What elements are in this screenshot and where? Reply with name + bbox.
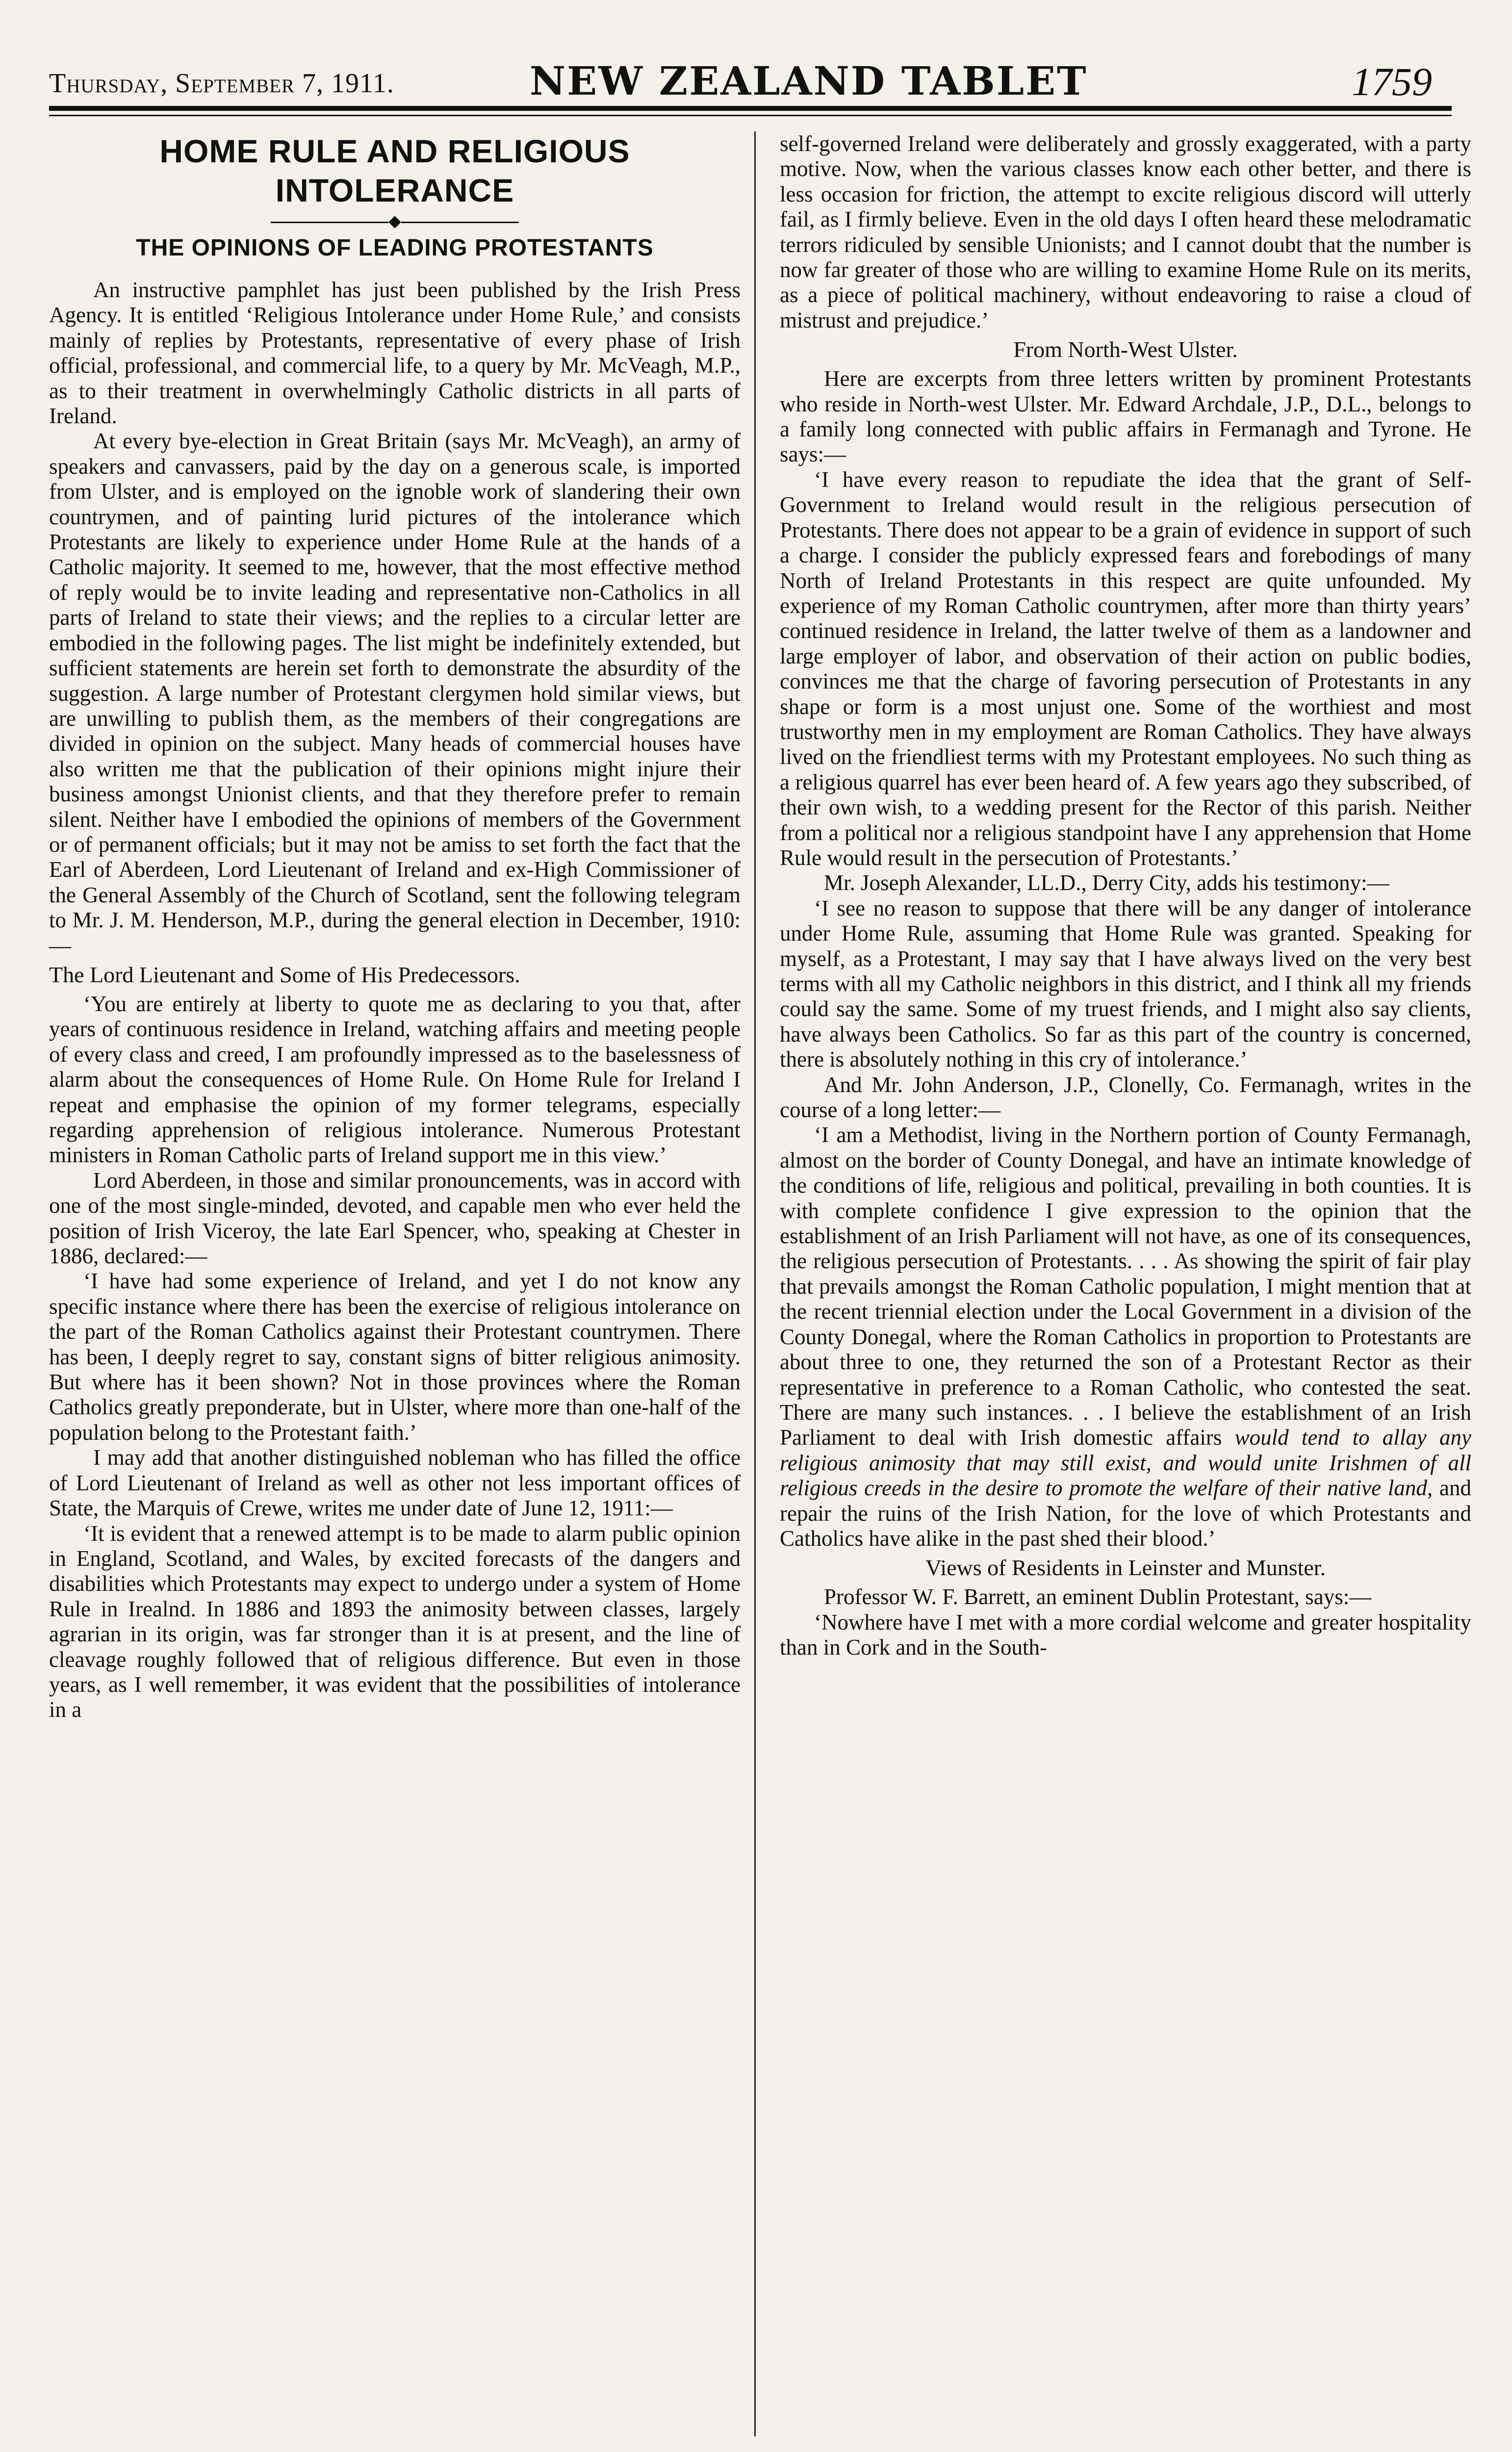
- article-subtitle: THE OPINIONS OF LEADING PROTESTANTS: [136, 235, 654, 261]
- section-subhead: The Lord Lieutenant and Some of His Predecessors.: [49, 962, 520, 987]
- header-rule-thin: [49, 115, 1452, 116]
- paragraph: Here are excerpts from three letters written by prominent Protestants who reside in North-west Ulster. Mr. Edward Archdale, J.P., D.L., belongs to a family long connected with public affairs in Fermanagh and Tyrone. He says:—: [780, 366, 1471, 467]
- paragraph: An instructive pamphlet has just been published by the Irish Press Agency. It is entitled ‘Religious Intolerance under Home Rule,’ and consists mainly of replies by Protestants, representative of every phase of Irish official, professional, and commercial life, to a query by Mr. McVeagh, M.P., as to their treatment in overwhelmingly Catholic districts in all parts of Ireland.: [49, 278, 741, 429]
- left-column: [49, 131, 741, 1723]
- paragraph: And Mr. John Anderson, J.P., Clonelly, Co. Fermanagh, writes in the course of a long letter:—: [780, 1072, 1471, 1123]
- paragraph: At every bye-election in Great Britain (says Mr. McVeagh), an army of speakers and canvassers, paid by the day on a generous scale, is imported from Ulster, and is employed on the ignoble work of slandering their own countrymen, and of painting lurid pictures of the intolerance which Protestants are likely to experience under Home Rule at the hands of a Catholic majority. It seemed to me, however, that the most effective method of reply would be to invite leading and representative non-Catholics in all parts of Ireland to state their views; and the replies to a circular letter are embodied in the following pages. The list might be indefinitely extended, but sufficient statements are herein set forth to demonstrate the absurdity of the suggestion. A large number of Protestant clergymen hold similar views, but are unwilling to publish them, as the members of their congregations are divided in opinion on the subject. Many heads of commercial houses have also written me that the publication of their opinions might injure their business amongst Unionist clients, and that they therefore prefer to remain silent. Neither have I embodied the opinions of members of the Government or of permanent officials; but it may not be amiss to set forth the fact that the Earl of Aberdeen, Lord Lieutenant of Ireland and ex-High Commissioner of the General Assembly of the Church of Scotland, sent the following telegram to Mr. J. M. Henderson, M.P., during the general election in December, 1910:—: [49, 429, 741, 958]
- right-column: [780, 131, 1471, 1660]
- quote-paragraph: [780, 1123, 1471, 1551]
- article-title: HOME RULE AND RELIGIOUS INTOLERANCE: [159, 133, 630, 208]
- quote-paragraph: ‘You are entirely at liberty to quote me as declaring to you that, after years of continuous residence in Ireland, watching affairs and meeting people of every class and creed, I am profoundly impressed as to the baselessness of alarm about the consequences of Home Rule. On Home Rule for Ireland I repeat and emphasise the opinion of my former telegrams, especially regarding apprehension of religious intolerance. Numerous Protestant ministers in Roman Catholic parts of Ireland support me in this view.’: [49, 991, 741, 1168]
- paragraph: Lord Aberdeen, in those and similar pronouncements, was in accord with one of the most single-minded, devoted, and capable men who ever held the position of Irish Viceroy, the late Earl Spencer, who, speaking at Chester in 1886, declared:—: [49, 1168, 741, 1269]
- quote-paragraph: ‘It is evident that a renewed attempt is to be made to alarm public opinion in England, Scotland, and Wales, by excited forecasts of the dangers and disabilities which Protestants may expect to undergo under a system of Home Rule in Irealnd. In 1886 and 1893 the animosity between classes, largely agrarian in its origin, was far stronger than it is at present, and the line of cleavage roughly followed that of religious difference. But even in those years, as I well remember, it was evident that the possibilities of intolerance in a: [49, 1521, 741, 1722]
- issue-date: Thursday, September 7, 1911.: [49, 68, 394, 99]
- quote-text: ‘I am a Methodist, living in the Northern portion of County Fermanagh, almost on the border of County Donegal, and have an intimate knowledge of the conditions of life, religious and political, prevailing in both counties. It is with complete confidence I give expression to the opinion that the establishment of an Irish Parliament will not have, as one of its consequences, the religious persecution of Protestants. . . . As showing the spirit of fair play that prevails amongst the Roman Catholic population, I might mention that at the recent triennial election under the Local Government in a division of the County Donegal, where the Roman Catholics in proportion to Protestants are about three to one, they returned the son of a Protestant Rector as their representative in preference to a Roman Catholic, who contested the seat. There are many such instances. . . I believe the establishment of an Irish Parliament to deal with Irish domestic affairs: [780, 1123, 1471, 1450]
- paragraph: Mr. Joseph Alexander, LL.D., Derry City, adds his testimony:—: [824, 870, 1389, 895]
- quote-italic-text: would tend to allay any religious animosity that may still exist, and would unite Irishmen of all religious creeds in the desire to promote the welfare of their native land,: [780, 1425, 1471, 1501]
- paragraph: Professor W. F. Barrett, an eminent Dublin Protestant, says:—: [824, 1584, 1372, 1609]
- section-subhead: Views of Residents in Leinster and Munster.: [925, 1555, 1326, 1581]
- quote-paragraph: ‘I have every reason to repudiate the idea that the grant of Self-Government to Ireland would result in the religious persecution of Protestants. There does not appear to be a grain of evidence in support of such a charge. I consider the publicly expressed fears and forebodings of many North of Ireland Protestants in this respect are quite unfounded. My experience of my Roman Catholic countrymen, after more than thirty years’ continued residence in Ireland, the latter twelve of them as a landowner and large employer of labor, and observation of their action on public bodies, convinces me that the charge of favoring persecution of Protestants in any shape or form is a most unjust one. Some of the worthiest and most trustworthy men in my employment are Roman Catholics. They have always lived on the friendliest terms with my Protestant employees. No such thing as a religious quarrel has ever been heard of. A few years ago they subscribed, of their own wish, to a wedding present for the Rector of this parish. Neither from a political nor a religious standpoint have I any apprehension that Home Rule would result in the persecution of Protestants.’: [780, 467, 1471, 870]
- page-header: [49, 54, 1452, 113]
- header-rule-thick: [49, 106, 1452, 111]
- paragraph: self-governed Ireland were deliberately and grossly exaggerated, with a party motive. Now, when the various classes know each other better, and there is less occasion for friction, the attempt to excite religious discord will utterly fail, as I firmly believe. Even in the old days I often heard these melodramatic terrors ridiculed by sensible Unionists; and I cannot doubt that the number is now far greater of those who are willing to examine Home Rule on its merits, as a piece of political machinery, without endeavoring to raise a cloud of mistrust and prejudice.’: [780, 131, 1471, 332]
- paragraph: I may add that another distinguished nobleman who has filled the office of Lord Lieutenant of Ireland as well as other not less important offices of State, the Marquis of Crewe, writes me under date of June 12, 1911:—: [49, 1445, 741, 1521]
- masthead-title: NEW ZEALAND TABLET: [530, 58, 1088, 104]
- quote-text: and repair the ruins of the Irish Nation, for the love of which Protestants and Catholics have alike in the past shed their blood.’: [780, 1476, 1471, 1551]
- quote-paragraph: ‘I have had some experience of Ireland, and yet I do not know any specific instance where there has been the exercise of religious intolerance on the part of the Roman Catholics against their Protestant countrymen. There has been, I deeply regret to say, constant signs of bitter religious animosity. But where has it been shown? Not in those provinces where the Roman Catholics greatly preponderate, but in Ulster, where more than one-half of the population belong to the Protestant faith.’: [49, 1269, 741, 1445]
- quote-paragraph: ‘I see no reason to suppose that there will be any danger of intolerance under Home Rule, assuming that Home Rule was granted. Speaking for myself, as a Protestant, I may say that I have always lived on the very best terms with all my Catholic neighbors in this district, and I think all my friends could say the same. Some of my truest friends, and I might also say clients, have always been Catholics. So far as this part of the country is concerned, there is absolutely nothing in this cry of intolerance.’: [780, 895, 1471, 1072]
- page-number: 1759: [1352, 59, 1432, 104]
- column-divider: [754, 131, 756, 2436]
- section-subhead: From North-West Ulster.: [1013, 337, 1238, 362]
- title-ornament: [49, 218, 741, 227]
- quote-paragraph: ‘Nowhere have I met with a more cordial welcome and greater hospitality than in Cork and in the South-: [780, 1609, 1471, 1660]
